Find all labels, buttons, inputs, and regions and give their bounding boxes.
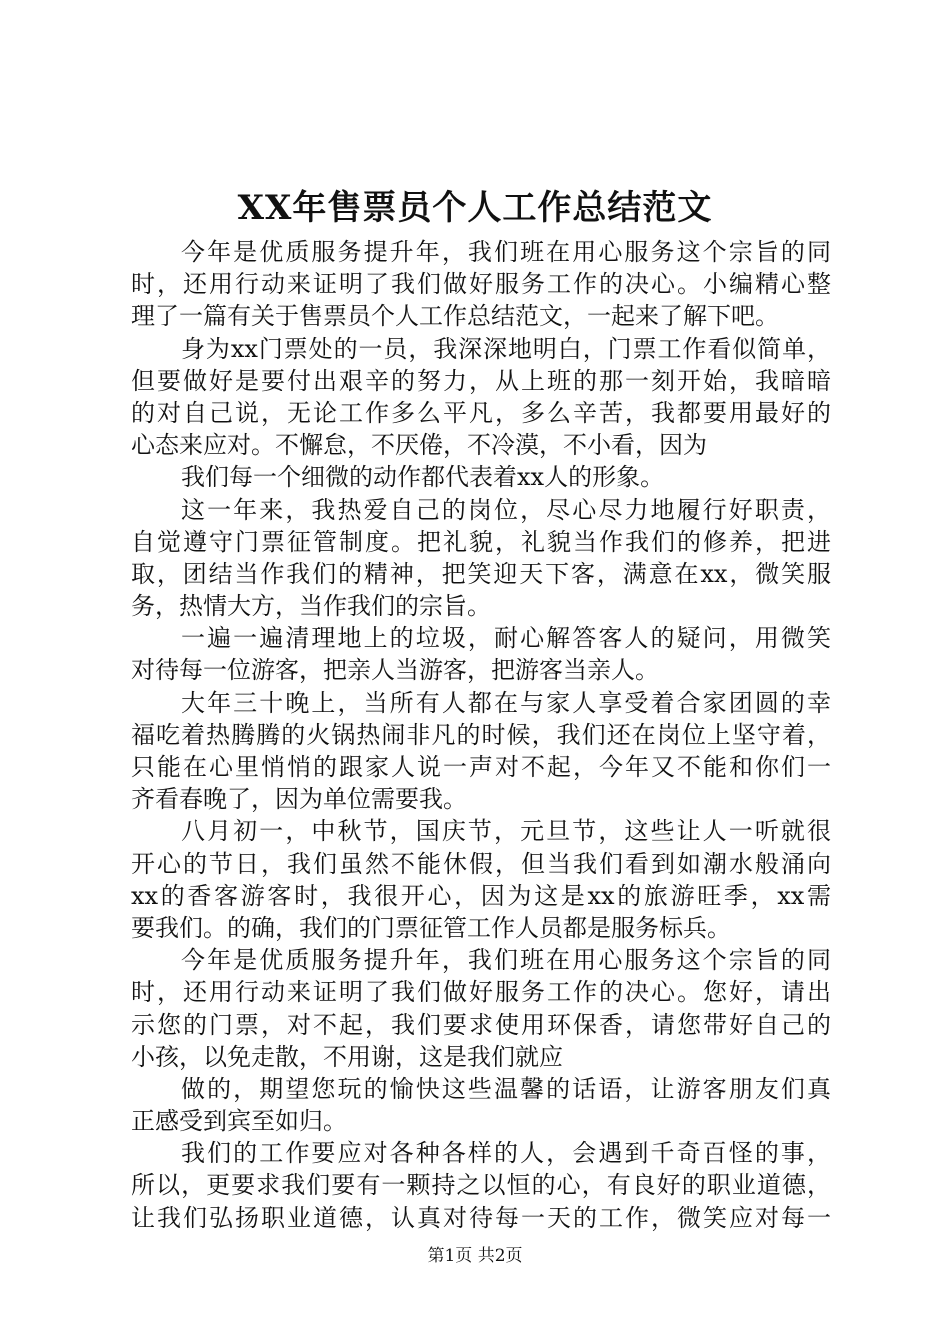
document-body [131, 236, 831, 1234]
body-line: 这一年来，我热爱自己的岗位，尽心尽力地履行好职责， [181, 495, 831, 524]
body-line: 大年三十晚上，当所有人都在与家人享受着合家团圆的幸 [181, 688, 831, 717]
body-line: 理了一篇有关于售票员个人工作总结范文，一起来了解下吧。 [131, 302, 779, 331]
body-line: 时，还用行动来证明了我们做好服务工作的决心。您好，请出 [131, 978, 831, 1007]
body-line: 务，热情大方，当作我们的宗旨。 [131, 592, 491, 621]
page-number-footer: 第1页 共2页 [427, 1246, 523, 1266]
body-line: 示您的门票，对不起，我们要求使用环保香，请您带好自己的 [131, 1010, 831, 1039]
body-line: 福吃着热腾腾的火锅热闹非凡的时候，我们还在岗位上坚守着， [131, 720, 831, 749]
body-line: 一遍一遍清理地上的垃圾，耐心解答客人的疑问，用微笑 [181, 624, 831, 653]
body-line: 小孩，以免走散，不用谢，这是我们就应 [131, 1042, 563, 1071]
body-line: 今年是优质服务提升年，我们班在用心服务这个宗旨的同 [181, 238, 831, 266]
document-title: XX年售票员个人工作总结范文 [237, 188, 713, 228]
body-line: 取，团结当作我们的精神，把笑迎天下客，满意在xx，微笑服 [131, 559, 831, 588]
body-line: 齐看春晚了，因为单位需要我。 [131, 785, 467, 814]
body-line: 开心的节日，我们虽然不能休假，但当我们看到如潮水般涌向 [131, 849, 831, 878]
body-line: 正感受到宾至如归。 [131, 1107, 347, 1136]
body-line: 对待每一位游客，把亲人当游客，把游客当亲人。 [131, 656, 659, 685]
body-line: 的对自己说，无论工作多么平凡，多么辛苦，我都要用最好的 [131, 398, 831, 427]
body-line: xx的香客游客时，我很开心，因为这是xx的旅游旺季，xx需 [131, 881, 831, 910]
body-line: 做的，期望您玩的愉快这些温馨的话语，让游客朋友们真 [181, 1074, 831, 1103]
body-line: 时，还用行动来证明了我们做好服务工作的决心。小编精心整 [131, 270, 831, 299]
body-line: 今年是优质服务提升年，我们班在用心服务这个宗旨的同 [181, 946, 831, 975]
body-line: 我们每一个细微的动作都代表着xx人的形象。 [181, 463, 665, 492]
body-line: 要我们。的确，我们的门票征管工作人员都是服务标兵。 [131, 913, 731, 942]
body-line: 身为xx门票处的一员，我深深地明白，门票工作看似简单， [181, 334, 831, 363]
body-line: 自觉遵守门票征管制度。把礼貌，礼貌当作我们的修养，把进 [131, 527, 831, 556]
body-line: 让我们弘扬职业道德，认真对待每一天的工作，微笑应对每一 [131, 1203, 831, 1232]
body-line: 我们的工作要应对各种各样的人，会遇到千奇百怪的事， [181, 1139, 831, 1168]
body-line: 所以，更要求我们要有一颗持之以恒的心，有良好的职业道德， [131, 1171, 831, 1200]
body-line: 只能在心里悄悄的跟家人说一声对不起，今年又不能和你们一 [131, 753, 831, 781]
body-line: 但要做好是要付出艰辛的努力，从上班的那一刻开始，我暗暗 [131, 366, 831, 395]
body-line: 心态来应对。不懈怠，不厌倦，不冷漠，不小看，因为 [131, 431, 707, 460]
body-line: 八月初一，中秋节，国庆节，元旦节，这些让人一听就很 [181, 817, 831, 846]
